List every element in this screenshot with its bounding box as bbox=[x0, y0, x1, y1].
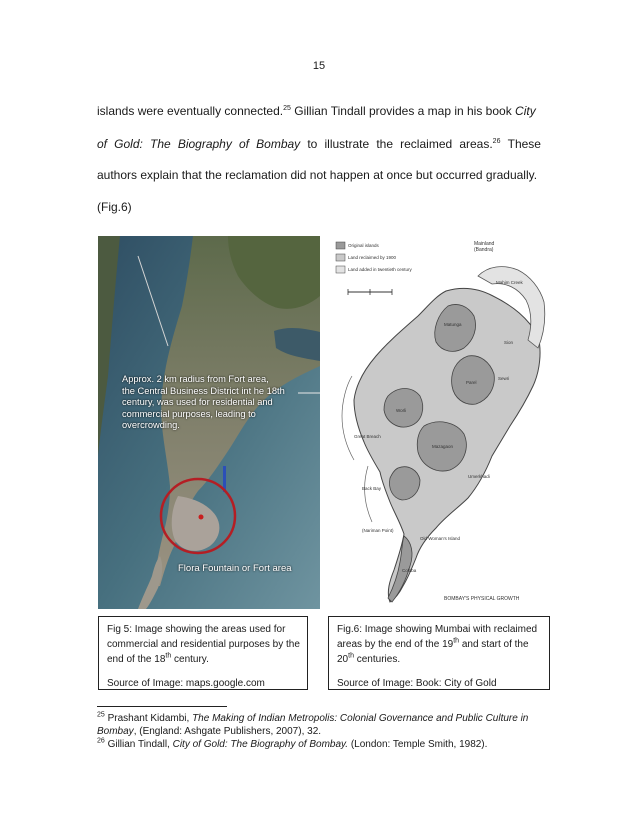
word: These bbox=[507, 137, 541, 151]
caption-text: end of the 18 bbox=[107, 654, 166, 665]
map-svg bbox=[328, 236, 550, 609]
word: areas.$^{26}$ bbox=[459, 137, 501, 151]
place-label: Mahim Creek bbox=[496, 280, 523, 285]
place-label: Colaba bbox=[402, 568, 417, 573]
footnote-ref[interactable]: 26 bbox=[492, 138, 501, 145]
mainland-label bbox=[474, 241, 494, 253]
caption-text: centuries. bbox=[353, 654, 401, 665]
footnote-text: , (England: Ashgate Publishers, 2007), 32. bbox=[133, 726, 322, 737]
word: The bbox=[149, 137, 171, 151]
caption-line: commercial and residential purposes by the bbox=[107, 639, 300, 650]
figure-6-caption bbox=[328, 616, 550, 690]
caption-source: Source of Image: Book: City of Gold bbox=[337, 678, 497, 689]
caption-source: Source of Image: maps.google.com bbox=[107, 678, 265, 689]
place-label: (Nariman Point) bbox=[362, 528, 394, 533]
caption-text: century. bbox=[171, 654, 209, 665]
word: Gold: bbox=[114, 137, 143, 151]
footnote-title: City of Gold: The Biography of Bombay. bbox=[172, 739, 349, 750]
fort-area-label: Flora Fountain or Fort area bbox=[178, 563, 292, 574]
superscript: th bbox=[453, 637, 460, 645]
word: the bbox=[376, 137, 393, 151]
place-label: Sewri bbox=[498, 376, 510, 381]
map-footer: BOMBAY'S PHYSICAL GROWTH bbox=[444, 596, 520, 602]
place-label: Worli bbox=[396, 408, 407, 413]
footnote-number: 26 bbox=[97, 737, 105, 745]
mainland-line: (Bandra) bbox=[474, 247, 494, 253]
word: of bbox=[239, 137, 250, 151]
place-label: Old Woman's Island bbox=[420, 536, 461, 541]
word: illustrate bbox=[324, 137, 370, 151]
caption-text: 20 bbox=[337, 654, 349, 665]
overlay-line: commercial purposes, leading to bbox=[122, 408, 256, 419]
legend-item: Original islands bbox=[348, 243, 379, 248]
page-number: 15 bbox=[312, 60, 326, 72]
legend-item: Land added in twentieth century bbox=[348, 267, 412, 272]
word: reclaimed bbox=[400, 137, 453, 151]
footnote-text: (London: Temple Smith, 1982). bbox=[348, 739, 488, 750]
satellite-image bbox=[98, 236, 320, 609]
reclamation-map-image bbox=[328, 236, 550, 609]
overlay-line: Approx. 2 km radius from Fort area, bbox=[122, 374, 269, 384]
figure-5-caption bbox=[98, 616, 308, 690]
caption-line: Fig.6: Image showing Mumbai with reclaimed bbox=[337, 624, 538, 635]
legend-item: Land reclaimed by 1900 bbox=[348, 255, 397, 260]
satellite-overlay-text bbox=[122, 374, 320, 432]
superscript: th bbox=[165, 652, 172, 660]
word: of bbox=[97, 137, 108, 151]
caption-line bbox=[337, 637, 549, 652]
place-label: Umerkhadi bbox=[468, 474, 490, 479]
text-span: islands were eventually connected. bbox=[97, 104, 284, 118]
footnote-26 bbox=[97, 738, 547, 751]
caption-line: Fig 5: Image showing the areas used for bbox=[107, 624, 286, 635]
footnote-text: Prashant Kidambi, bbox=[107, 713, 193, 724]
caption-line bbox=[107, 652, 307, 667]
footnotes bbox=[97, 712, 547, 751]
text-span: Gillian Tindall provides a map in his book bbox=[290, 104, 516, 118]
book-title: City bbox=[515, 104, 536, 118]
paragraph-line-4: (Fig.6) bbox=[97, 200, 132, 214]
paragraph-line-1 bbox=[97, 104, 541, 118]
footnote-25 bbox=[97, 712, 547, 738]
word: Bombay bbox=[256, 137, 301, 151]
caption-text: areas by the end of the 19 bbox=[337, 639, 454, 650]
place-label: Great Breach bbox=[354, 434, 381, 439]
caption-line bbox=[337, 652, 549, 667]
place-label: Matunga bbox=[444, 322, 462, 327]
place-label: Parel bbox=[466, 380, 477, 385]
place-label: Mazagaon bbox=[432, 444, 454, 449]
superscript: th bbox=[348, 652, 354, 660]
footnote-ref[interactable]: 25 bbox=[283, 105, 291, 112]
caption-text: and start of the bbox=[459, 639, 529, 650]
overlay-line: century, was used for residential and bbox=[122, 397, 273, 407]
footnote-text: Gillian Tindall, bbox=[107, 739, 173, 750]
footnote-rule bbox=[97, 706, 227, 707]
footnote-number: 25 bbox=[97, 711, 105, 719]
map-legend bbox=[348, 240, 412, 276]
place-label: Back Bay bbox=[362, 486, 382, 491]
overlay-line: the Central Business District int he 18th bbox=[122, 385, 285, 396]
place-label: Sion bbox=[504, 340, 514, 345]
paragraph-line-3: authors explain that the reclamation did not happen at once but occurred gradually. bbox=[97, 168, 538, 182]
word: Biography bbox=[177, 137, 232, 151]
overlay-line: overcrowding. bbox=[122, 420, 180, 430]
footnote-title: The Making of Indian Metropolis: Colonial Governance and Public Culture in Bombay bbox=[97, 713, 529, 737]
mainland-line: Mainland bbox=[474, 241, 495, 247]
word: to bbox=[307, 137, 318, 151]
paragraph-line-2 bbox=[97, 137, 541, 151]
